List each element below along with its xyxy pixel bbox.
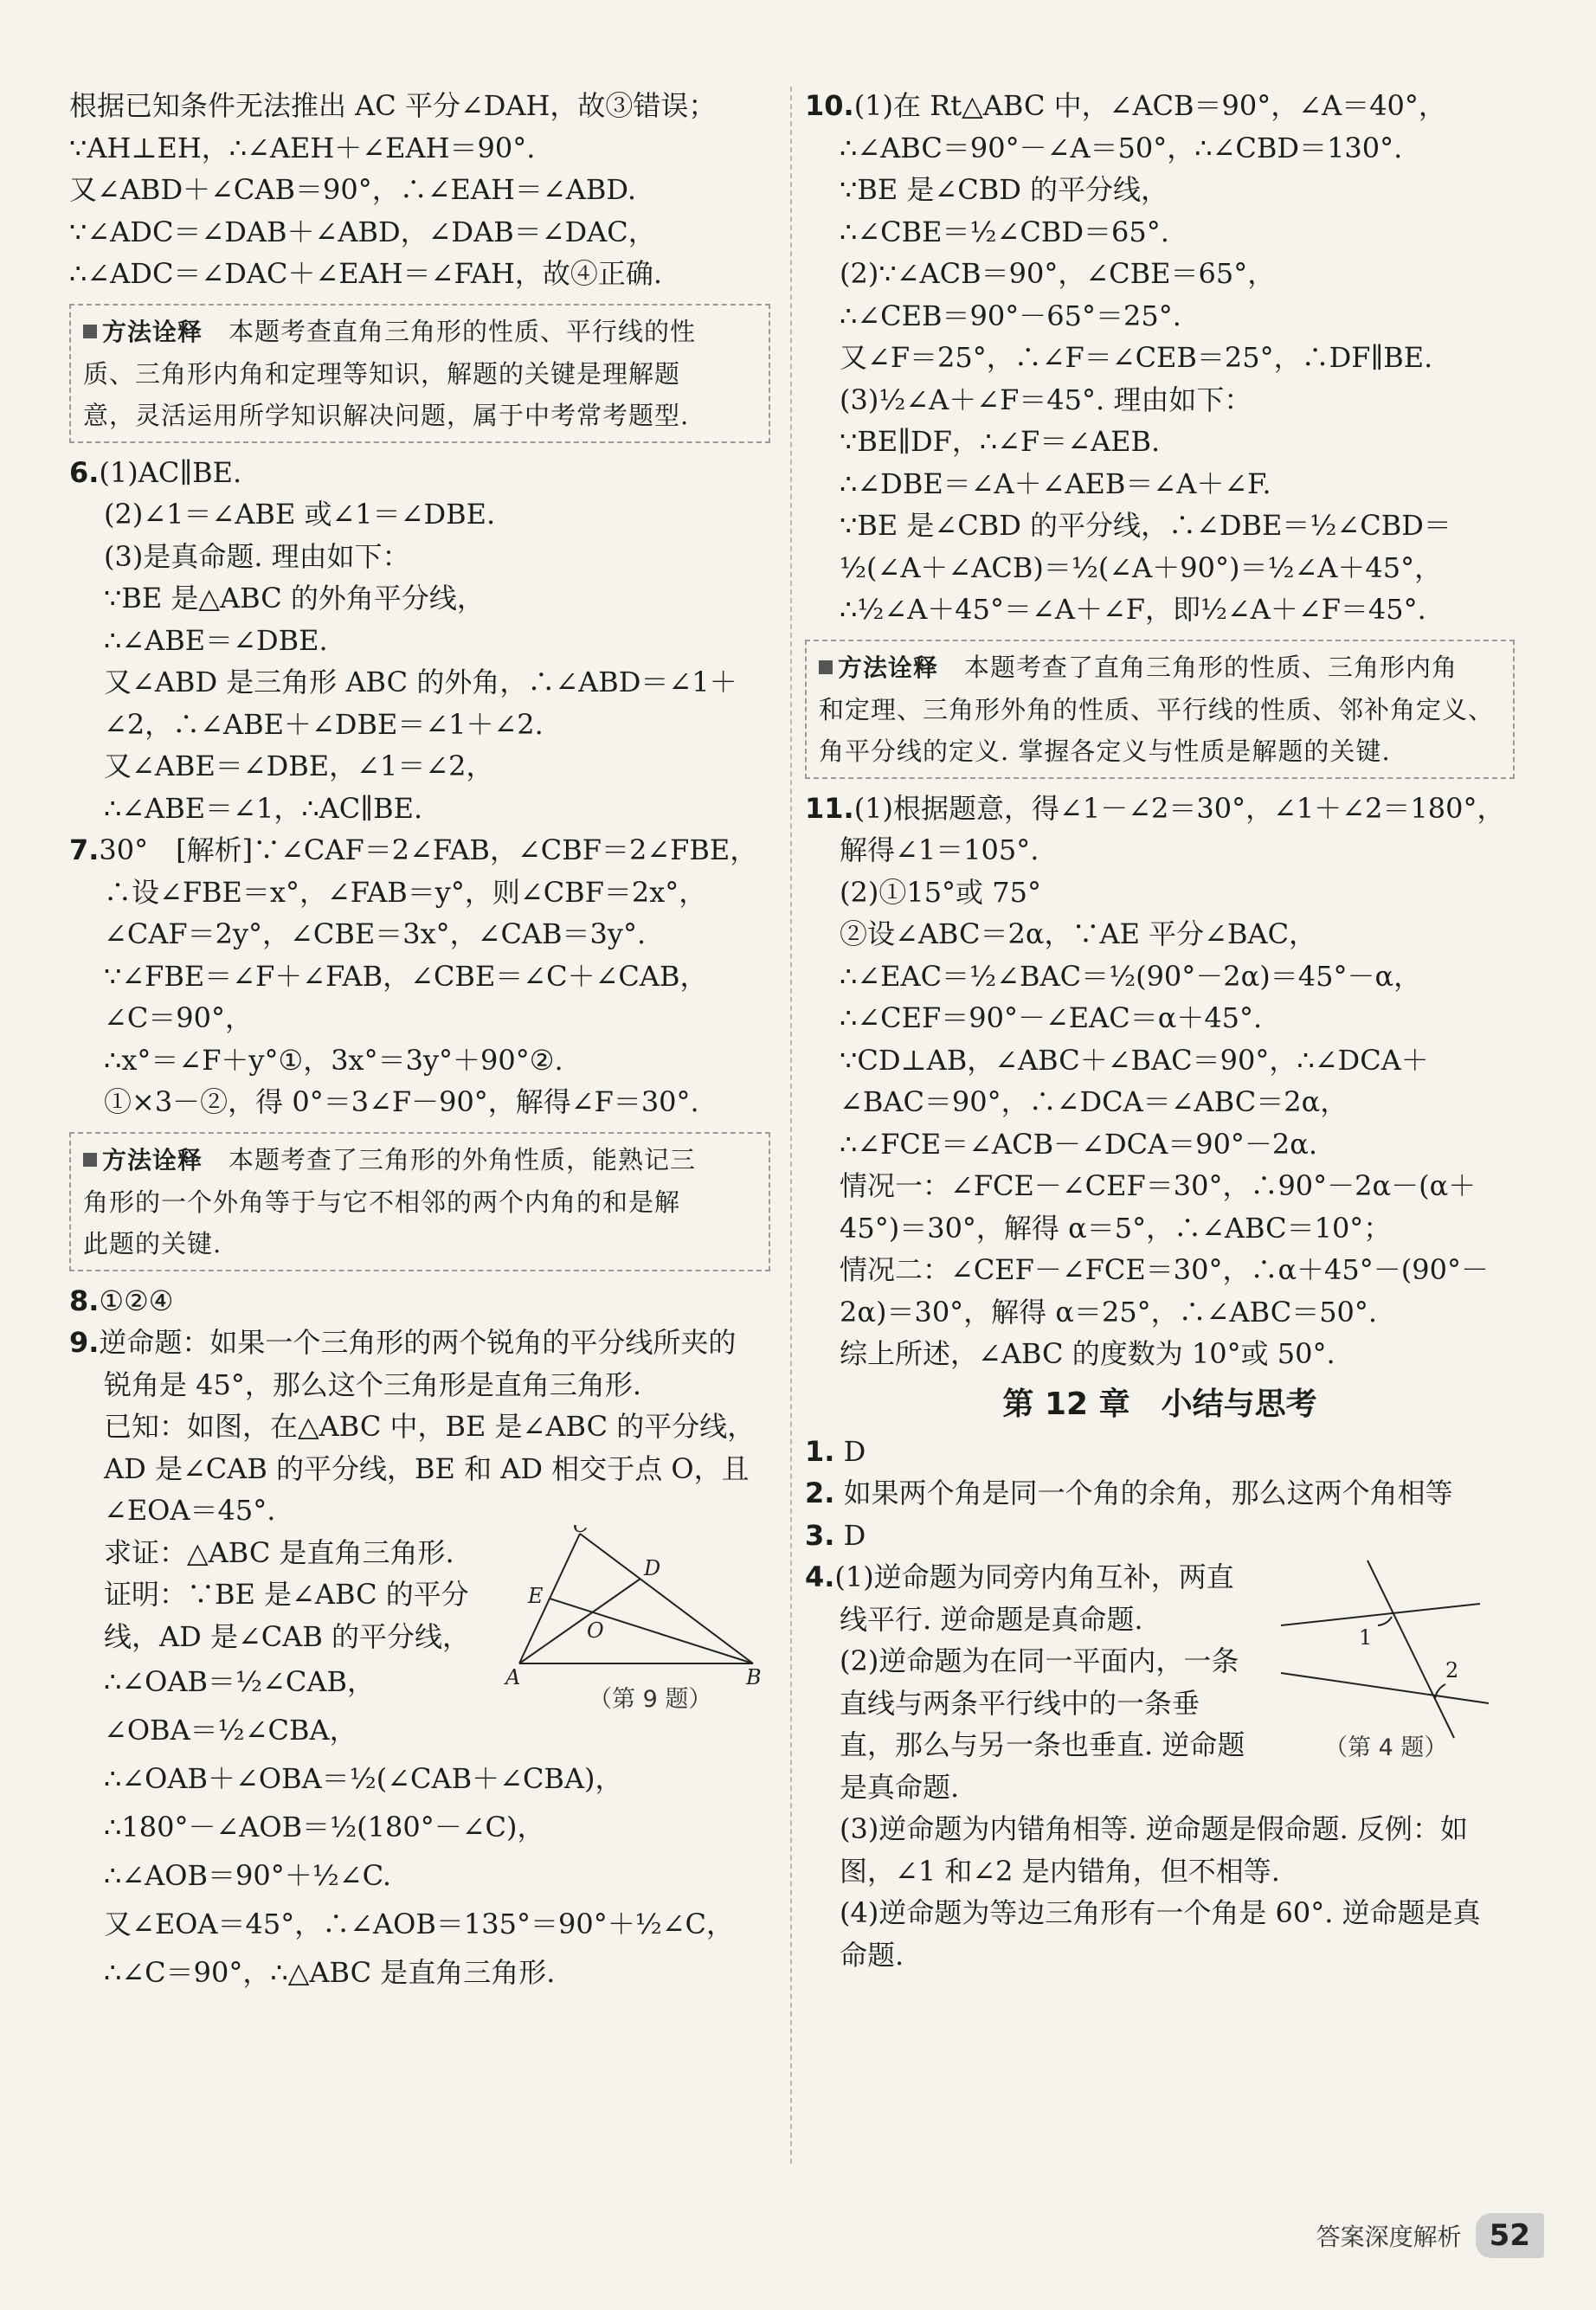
label-c: C bbox=[573, 1525, 589, 1537]
text-line: 6.(1)AC∥BE. bbox=[69, 455, 242, 489]
text-line: ∴∠ABE＝∠1，∴AC∥BE. bbox=[104, 791, 423, 825]
text-line: ①×3－②，得 0°＝3∠F－90°，解得∠F＝30°. bbox=[104, 1085, 699, 1118]
text-line: ∴∠DBE＝∠A＋∠AEB＝∠A＋∠F. bbox=[840, 467, 1271, 500]
text-line: (3)是真命题. 理由如下： bbox=[104, 539, 410, 573]
question-number: 6. bbox=[69, 455, 100, 489]
text-line: ∵AH⊥EH，∴∠AEH＋∠EAH＝90°. bbox=[69, 131, 536, 164]
triangle-diagram bbox=[502, 1525, 762, 1715]
label-a: A bbox=[505, 1665, 521, 1689]
text-line: ∴∠EAC＝½∠BAC＝½(90°－2α)＝45°－α， bbox=[840, 959, 1422, 993]
question-6 bbox=[69, 452, 770, 830]
text-line: ∵BE 是△ABC 的外角平分线， bbox=[104, 582, 485, 614]
text-line: ∴∠ADC＝∠DAC＋∠EAH＝∠FAH，故④正确. bbox=[69, 257, 663, 290]
text-line: 4.(1)逆命题为同旁内角互补，两直 bbox=[805, 1560, 1234, 1593]
question-9 bbox=[69, 1322, 770, 1997]
text-line: ∠BAC＝90°，∴∠DCA＝∠ABC＝2α， bbox=[840, 1085, 1348, 1118]
text-line: 线平行. 逆命题是真命题. bbox=[840, 1602, 1143, 1636]
note-line: 角平分线的定义. 掌握各定义与性质是解题的关键. bbox=[819, 736, 1391, 766]
text-line: ∴∠C＝90°，∴△ABC 是直角三角形. bbox=[104, 1956, 556, 1989]
text-line: 又∠ABD＋∠CAB＝90°，∴∠EAH＝∠ABD. bbox=[69, 173, 637, 206]
square-bullet-icon bbox=[819, 660, 833, 674]
column-divider bbox=[790, 87, 792, 2164]
method-note-3 bbox=[805, 640, 1515, 779]
text-line: 命题. bbox=[840, 1938, 904, 1972]
angle-label-2: 2 bbox=[1445, 1658, 1459, 1683]
method-note-2 bbox=[69, 1132, 770, 1271]
text-line: 情况一：∠FCE－∠CEF＝30°，∴90°－2α－(α＋ bbox=[840, 1169, 1477, 1202]
text-line: 是真命题. bbox=[840, 1770, 960, 1804]
text-line: AD 是∠CAB 的平分线，BE 和 AD 相交于点 O，且 bbox=[104, 1451, 750, 1485]
text-line: ∴∠ABE＝∠DBE. bbox=[104, 623, 328, 657]
text-line: ∴∠FCE＝∠ACB－∠DCA＝90°－2α. bbox=[840, 1127, 1318, 1161]
figure-q4 bbox=[1272, 1556, 1497, 1764]
text-line: 又∠ABD 是三角形 ABC 的外角，∴∠ABD＝∠1＋ bbox=[104, 666, 737, 698]
text-line: 又∠ABE＝∠DBE，∠1＝∠2， bbox=[104, 750, 494, 782]
text-line: (3)逆命题为内错角相等. 逆命题是假命题. 反例：如 bbox=[840, 1812, 1469, 1845]
note-line: 和定理、三角形外角的性质、平行线的性质、邻补角定义、 bbox=[819, 694, 1495, 724]
text-line: ½(∠A＋∠ACB)＝½(∠A＋90°)＝½∠A＋45°， bbox=[840, 550, 1443, 584]
text-line: 线，AD 是∠CAB 的平分线， bbox=[104, 1619, 471, 1653]
question-7 bbox=[69, 829, 770, 1123]
text-line: (3)½∠A＋∠F＝45°. 理由如下： bbox=[840, 383, 1252, 416]
figure-q9 bbox=[502, 1525, 762, 1715]
text-line: ∴∠ABC＝90°－∠A＝50°，∴∠CBD＝130°. bbox=[840, 131, 1403, 164]
text-line: 9.逆命题：如果一个三角形的两个锐角的平分线所夹的 bbox=[69, 1326, 737, 1359]
text-line: 证明：∵BE 是∠ABC 的平分 bbox=[104, 1578, 469, 1611]
text-line: ∴∠OAB＋∠OBA＝½(∠CAB＋∠CBA)， bbox=[104, 1762, 623, 1795]
text-line: 已知：如图，在△ABC 中，BE 是∠ABC 的平分线， bbox=[104, 1410, 756, 1443]
text-line: ∴∠CEF＝90°－∠EAC＝α＋45°. bbox=[840, 1001, 1263, 1034]
note-line: 方法诠释 本题考查直角三角形的性质、平行线的性 bbox=[83, 311, 756, 353]
text-line: 情况二：∠CEF－∠FCE＝30°，∴α＋45°－(90°－ bbox=[840, 1253, 1489, 1286]
text-line: (2)∠1＝∠ABE 或∠1＝∠DBE. bbox=[104, 498, 496, 531]
text-line: ②设∠ABC＝2α，∵AE 平分∠BAC， bbox=[840, 917, 1317, 950]
note-tag: 方法诠释 bbox=[102, 317, 203, 346]
note-tag: 方法诠释 bbox=[838, 653, 939, 682]
text-line: ∴∠CEB＝90°－65°＝25°. bbox=[840, 299, 1181, 332]
text-line: 图，∠1 和∠2 是内错角，但不相等. bbox=[840, 1854, 1280, 1888]
text-line: ∠CAF＝2y°，∠CBE＝3x°，∠CAB＝3y°. bbox=[104, 917, 647, 950]
text-line: 求证：△ABC 是直角三角形. bbox=[104, 1535, 454, 1569]
text-line: 综上所述，∠ABC 的度数为 10°或 50°. bbox=[840, 1337, 1335, 1370]
text-line: ∵CD⊥AB，∠ABC＋∠BAC＝90°，∴∠DCA＋ bbox=[840, 1043, 1429, 1077]
text-line: ∴∠AOB＝90°＋½∠C. bbox=[104, 1859, 392, 1892]
question-8: 8.①②④ bbox=[69, 1284, 174, 1317]
right-column bbox=[805, 85, 1515, 1976]
left-column bbox=[69, 85, 770, 1997]
question-11 bbox=[805, 788, 1515, 1375]
method-note-1 bbox=[69, 304, 770, 443]
text-line: 直线与两条平行线中的一条垂 bbox=[840, 1686, 1200, 1720]
text-line: 2α)＝30°，解得 α＝25°，∴∠ABC＝50°. bbox=[840, 1295, 1378, 1329]
figure-caption: （第 9 题） bbox=[589, 1686, 712, 1713]
chapter-q3: 3. D bbox=[805, 1518, 866, 1552]
label-b: B bbox=[746, 1665, 762, 1689]
angle-label-1: 1 bbox=[1359, 1625, 1373, 1650]
text-line: 又∠EOA＝45°，∴∠AOB＝135°＝90°＋½∠C， bbox=[104, 1908, 735, 1940]
note-line: 此题的关键. bbox=[83, 1228, 222, 1258]
text-line: ∠EOA＝45°. bbox=[104, 1494, 276, 1527]
text-line: (4)逆命题为等边三角形有一个角是 60°. 逆命题是真 bbox=[840, 1896, 1481, 1929]
page-number: 52 bbox=[1476, 2213, 1544, 2258]
text-line: ∴∠OAB＝½∠CAB， bbox=[104, 1665, 375, 1698]
chapter-q2: 2. 如果两个角是同一个角的余角，那么这两个角相等 bbox=[805, 1477, 1453, 1509]
text-line: ∴设∠FBE＝x°，∠FAB＝y°，则∠CBF＝2x°， bbox=[104, 875, 707, 909]
label-e: E bbox=[528, 1584, 544, 1608]
note-tag: 方法诠释 bbox=[102, 1145, 203, 1174]
text-line: ∵∠FBE＝∠F＋∠FAB，∠CBE＝∠C＋∠CAB， bbox=[104, 959, 708, 993]
question-number: 4. bbox=[805, 1560, 835, 1593]
text-line: 直，那么与另一条也垂直. 逆命题 bbox=[840, 1728, 1245, 1761]
question-number: 10. bbox=[805, 89, 854, 122]
text-line: ∴∠CBE＝½∠CBD＝65°. bbox=[840, 215, 1169, 248]
text-line: 7.30° [解析]∵∠CAF＝2∠FAB，∠CBF＝2∠FBE， bbox=[69, 833, 758, 866]
question-number: 7. bbox=[69, 833, 100, 866]
note-line: 方法诠释 本题考查了三角形的外角性质，能熟记三 bbox=[83, 1139, 756, 1181]
text-line: ∴½∠A＋45°＝∠A＋∠F，即½∠A＋∠F＝45°. bbox=[840, 593, 1426, 626]
square-bullet-icon bbox=[83, 325, 97, 338]
text-line: 解得∠1＝105°. bbox=[840, 833, 1039, 866]
text-line: (2)∵∠ACB＝90°，∠CBE＝65°， bbox=[840, 257, 1276, 290]
text-line: ∵∠ADC＝∠DAB＋∠ABD，∠DAB＝∠DAC， bbox=[69, 215, 656, 248]
text-line: 11.(1)根据题意，得∠1－∠2＝30°，∠1＋∠2＝180°， bbox=[805, 791, 1505, 825]
note-line: 意，灵活运用所学知识解决问题，属于中考常考题型. bbox=[83, 400, 690, 430]
text-line: ∴x°＝∠F＋y°①，3x°＝3y°＋90°②. bbox=[104, 1043, 563, 1077]
text-line: ∠OBA＝½∠CBA， bbox=[104, 1714, 357, 1747]
figure-caption: （第 4 题） bbox=[1324, 1734, 1448, 1761]
chapter-q1: 1. D bbox=[805, 1434, 866, 1468]
note-line: 质、三角形内角和定理等知识，解题的关键是理解题 bbox=[83, 358, 681, 389]
label-o: O bbox=[587, 1618, 604, 1643]
question-10 bbox=[805, 85, 1515, 631]
parallel-lines-diagram bbox=[1272, 1556, 1497, 1764]
label-d: D bbox=[644, 1556, 661, 1580]
footer-label: 答案深度解析 bbox=[1316, 2223, 1462, 2251]
text-line: (2)①15°或 75° bbox=[840, 875, 1041, 909]
text-line: 根据已知条件无法推出 AC 平分∠DAH，故③错误； bbox=[69, 89, 717, 122]
text-line: ∵BE∥DF，∴∠F＝∠AEB. bbox=[840, 425, 1161, 458]
note-line: 方法诠释 本题考查了直角三角形的性质、三角形内角 bbox=[819, 647, 1501, 689]
question-number: 11. bbox=[805, 791, 854, 825]
text-line: ∴180°－∠AOB＝½(180°－∠C)， bbox=[104, 1811, 545, 1843]
text-line: 又∠F＝25°，∴∠F＝∠CEB＝25°，∴DF∥BE. bbox=[840, 341, 1433, 374]
continued-solution bbox=[69, 85, 770, 295]
text-line: 45°)＝30°，解得 α＝5°，∴∠ABC＝10°； bbox=[840, 1211, 1392, 1245]
text-line: 锐角是 45°，那么这个三角形是直角三角形. bbox=[104, 1367, 642, 1401]
square-bullet-icon bbox=[83, 1153, 97, 1167]
text-line: ∵BE 是∠CBD 的平分线， bbox=[840, 173, 1169, 206]
page-footer bbox=[1316, 2213, 1544, 2258]
chapter-title: 第 12 章 小结与思考 bbox=[1002, 1386, 1317, 1422]
text-line: (2)逆命题为在同一平面内，一条 bbox=[840, 1644, 1239, 1677]
text-line: ∵BE 是∠CBD 的平分线，∴∠DBE＝½∠CBD＝ bbox=[840, 509, 1451, 542]
text-line: ∠2，∴∠ABE＋∠DBE＝∠1＋∠2. bbox=[104, 707, 544, 741]
note-line: 角形的一个外角等于与它不相邻的两个内角的和是解 bbox=[83, 1187, 681, 1217]
question-number: 9. bbox=[69, 1326, 100, 1359]
text-line: 10.(1)在 Rt△ABC 中，∠ACB＝90°，∠A＝40°， bbox=[805, 89, 1446, 122]
text-line: ∠C＝90°， bbox=[104, 1001, 254, 1034]
chapter-q4 bbox=[805, 1556, 1515, 1976]
